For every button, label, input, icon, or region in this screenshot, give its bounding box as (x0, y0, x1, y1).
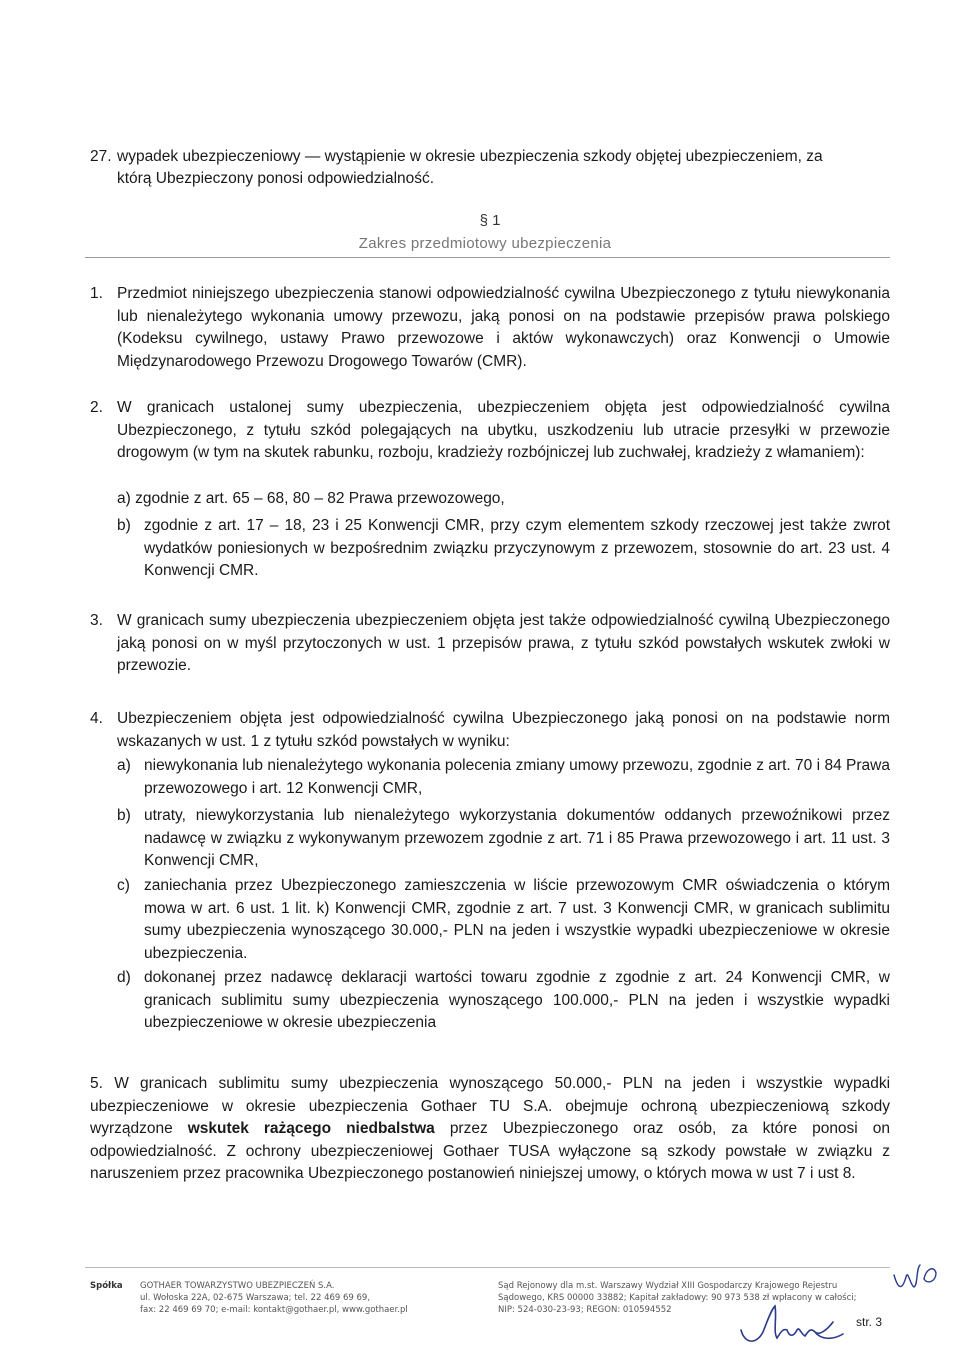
paragraph-2-text: W granicach ustalonej sumy ubezpieczenia, ubezpieczeniem objęta jest odpowiedzialność cywilna Ubezpieczonego, z tytułu szkód polegających na ubytku, uszkodzeniu lub utracie przesyłki w przewozie drogowym (w tym na skutek rabunku, rozboju, kradzieży rozbójniczej lub zuchwałej, kradzieży z włamaniem): (117, 399, 890, 461)
footer-company-contact: fax: 22 469 69 70; e-mail: kontakt@gothaer.pl, www.gothaer.pl (140, 1305, 408, 1315)
section-title: Zakres przedmiotowy ubezpieczenia (358, 235, 612, 252)
footer-registry-line-3: NIP: 524-030-23-93; REGON: 010594552 (498, 1305, 672, 1315)
definition-line-2: którą Ubezpieczony ponosi odpowiedzialność. (117, 170, 435, 187)
paragraph-4-item-b-label: b) (117, 807, 131, 824)
paragraph-5-text-before: W granicach sublimitu sumy ubezpieczenia wynoszącego 50.000,- PLN na jeden i wszystkie wypadki ubezpieczeniowe w okresie ubezpieczenia Gothaer TU S.A. obejmuje ochroną ubezpieczeniową szkody wyrządzone (90, 1075, 891, 1137)
handwritten-signature (735, 1300, 850, 1350)
page-number: str. 3 (856, 1315, 883, 1329)
footer-company-address: ul. Wołoska 22A, 02-675 Warszawa; tel. 22 469 69 69, (140, 1293, 371, 1303)
paragraph-4-number: 4. (90, 710, 103, 727)
paragraph-4-item-a-label: a) (117, 757, 131, 774)
paragraph-4-item-c-label: c) (117, 877, 130, 894)
footer-company-name: GOTHAER TOWARZYSTWO UBEZPIECZEŃ S.A. (140, 1281, 335, 1291)
section-divider (85, 257, 890, 258)
paragraph-2-item-a: a) zgodnie z art. 65 – 68, 80 – 82 Prawa przewozowego, (117, 490, 505, 507)
footer-divider (85, 1267, 890, 1268)
paragraph-5 (90, 1073, 890, 1186)
footer-registry-line-1: Sąd Rejonowy dla m.st. Warszawy Wydział XIII Gospodarczy Krajowego Rejestru (498, 1281, 838, 1291)
paragraph-5-number: 5. (90, 1075, 103, 1092)
paragraph-4-item-d: dokonanej przez nadawcę deklaracji wartości towaru zgodnie z zgodnie z art. 24 Konwencji CMR, w granicach sublimitu sumy ubezpieczenia wynoszącego 100.000,- PLN na jeden i wszystkie wypadki ubezpieczeniowe w okresie ubezpieczenia (144, 969, 890, 1031)
paragraph-4-item-c: zaniechania przez Ubezpieczonego zamieszczenia w liście przewozowym CMR oświadczenia o którym mowa w art. 6 ust. 1 lit. k) Konwencji CMR, zgodnie z art. 7 ust. 3 Konwencji CMR, w granicach sublimitu sumy ubezpieczenia wynoszącego 30.000,- PLN na jeden i wszystkie wypadki ubezpieczeniowe w okresie ubezpieczenia. (144, 877, 890, 962)
footer-company-block (90, 1280, 408, 1315)
paragraph-2-item-b: zgodnie z art. 17 – 18, 23 i 25 Konwencji CMR, przy czym elementem szkody rzeczowej jest także zwrot wydatków poniesionych w bezpośrednim związku przyczynowym z przewozem, stosownie do art. 23 ust. 4 Konwencji CMR. (144, 517, 890, 579)
handwritten-initials (890, 1255, 940, 1295)
paragraph-2-number: 2. (90, 399, 103, 416)
definition-line-1: wypadek ubezpieczeniowy — wystąpienie w okresie ubezpieczenia szkody objętej ubezpieczeniem, za (117, 148, 823, 165)
paragraph-3-text: W granicach sumy ubezpieczenia ubezpieczeniem objęta jest także odpowiedzialność cywilną Ubezpieczonego jaką ponosi on w myśl przytoczonych w ust. 1 przepisów prawa, z tytułu szkód powstałych wskutek zwłoki w przewozie. (117, 612, 890, 674)
footer-registry-line-2: Sądowego, KRS 00000 33882; Kapitał zakładowy: 90 973 538 zł wpłacony w całości; (498, 1293, 857, 1303)
paragraph-5-text-after: przez Ubezpieczonego oraz osób, za które ponosi on odpowiedzialność. Z ochrony ubezpieczeniowej Gothaer TUSA wyłączone są szkody powstałe w związku z naruszeniem przez pracownika Ubezpieczonego postanowień niniejszej umowy, o których mowa w ust 7 i ust 8. (90, 1120, 890, 1182)
paragraph-4-item-d-label: d) (117, 969, 131, 986)
definition-number: 27. (90, 148, 112, 165)
paragraph-1-text: Przedmiot niniejszego ubezpieczenia stanowi odpowiedzialność cywilna Ubezpieczonego z tytułu niewykonania lub nienależytego wykonania umowy przewozu, jaką ponosi on na podstawie przepisów prawa polskiego (Kodeksu cywilnego, ustawy Prawo przewozowe i aktów wykonawczych) oraz Konwencji o Umowie Międzynarodowego Przewozu Drogowego Towarów (CMR). (117, 285, 890, 370)
paragraph-1-number: 1. (90, 285, 103, 302)
paragraph-2-item-b-label: b) (117, 517, 131, 534)
paragraph-4-text: Ubezpieczeniem objęta jest odpowiedzialność cywilna Ubezpieczonego jaką ponosi on na podstawie norm wskazanych w ust. 1 z tytułu szkód powstałych w wyniku: (117, 710, 890, 750)
paragraph-3-number: 3. (90, 612, 103, 629)
paragraph-5-bold-phrase: wskutek rażącego niedbalstwa (187, 1120, 435, 1137)
footer-company-label: Spółka (90, 1281, 123, 1291)
paragraph-4-item-a: niewykonania lub nienależytego wykonania polecenia zmiany umowy przewozu, zgodnie z art. 70 i 84 Prawa przewozowego i art. 12 Konwencji CMR, (144, 757, 890, 797)
paragraph-4-item-b: utraty, niewykorzystania lub nienależytego wykorzystania dokumentów oddanych przewoźnikowi przez nadawcę w związku z wykonywanym przewozem zgodnie z art. 71 i 85 Prawa przewozowego i art. 11 ust. 3 Konwencji CMR, (144, 807, 890, 869)
section-mark: § 1 (479, 212, 501, 229)
